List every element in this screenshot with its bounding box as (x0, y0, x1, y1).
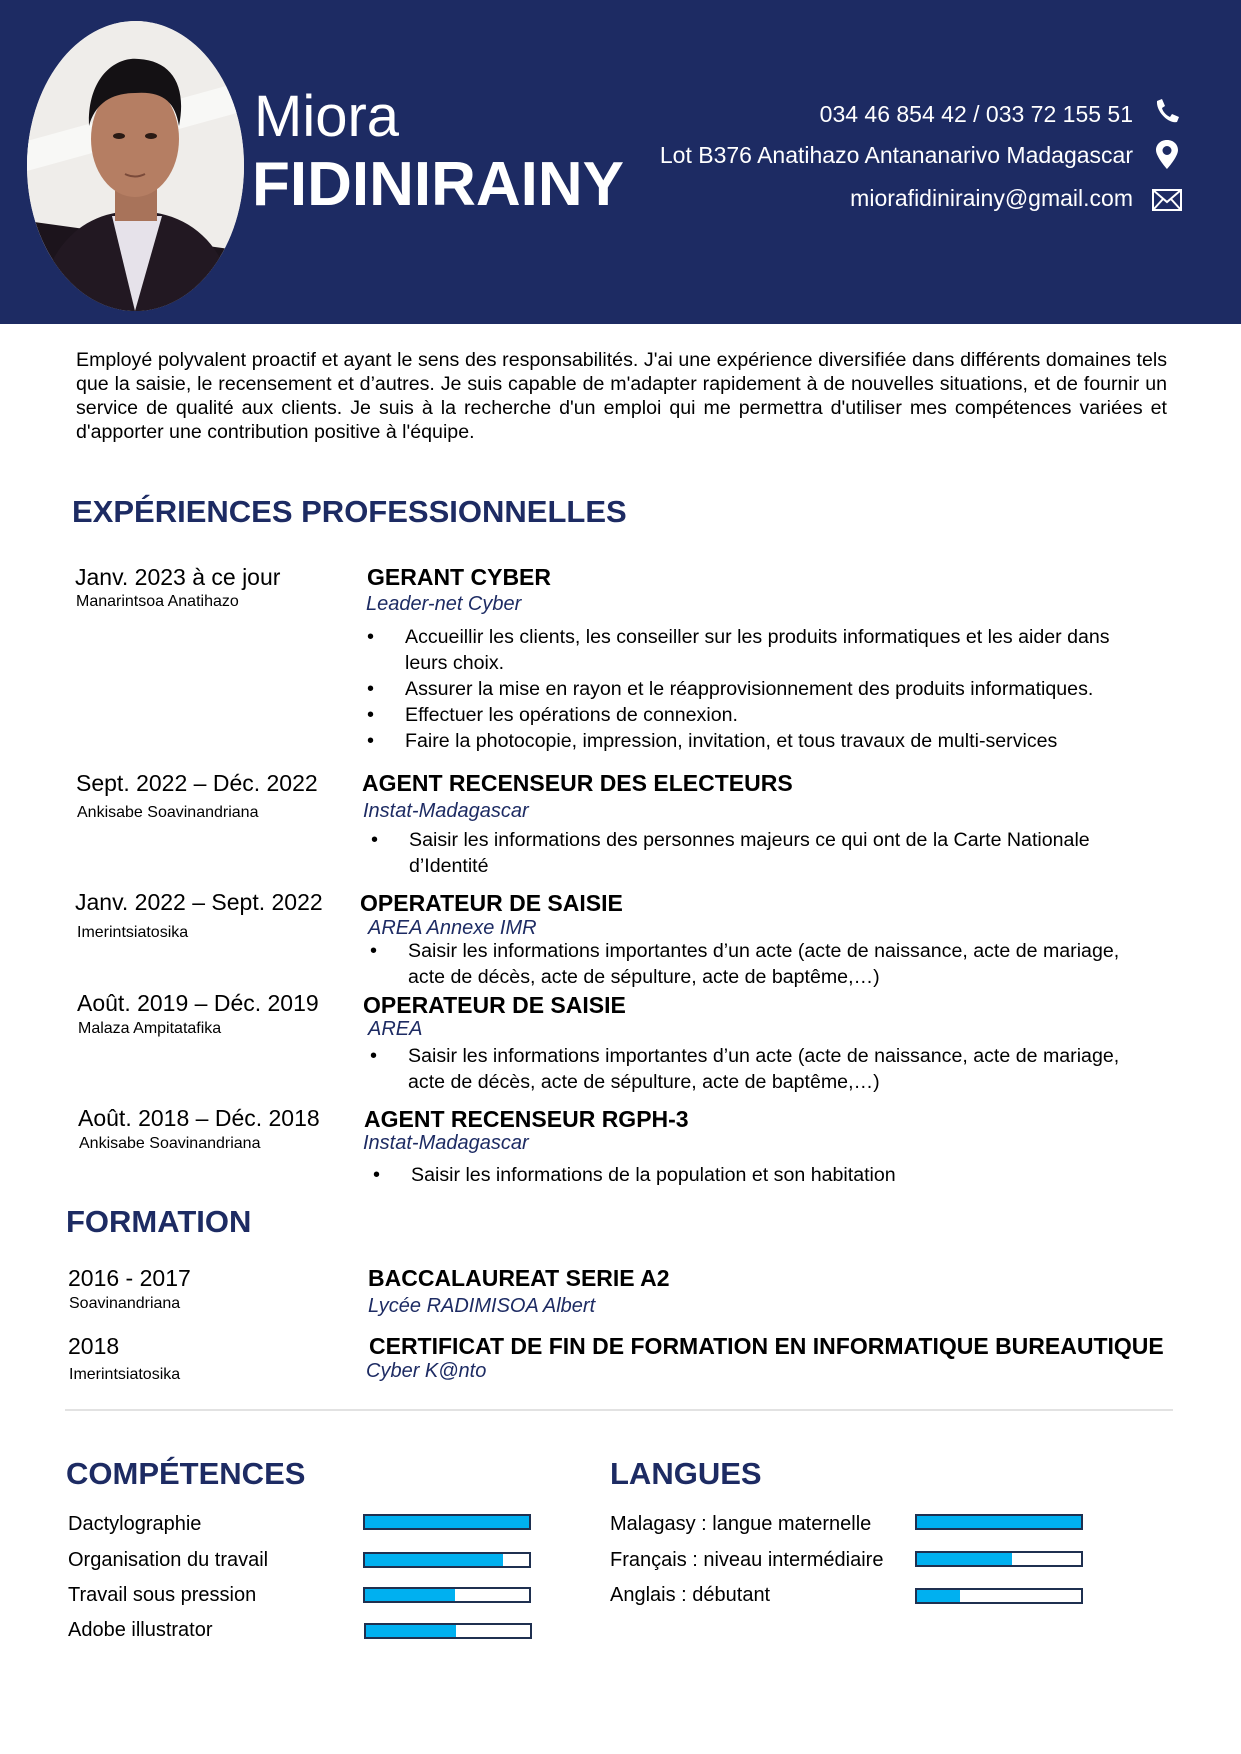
language-level-fill (917, 1516, 1081, 1528)
skill-label: Dactylographie (68, 1513, 202, 1535)
education-place: Soavinandriana (69, 1295, 181, 1312)
education-place: Imerintsiatosika (69, 1366, 181, 1383)
task-item: • Faire la photocopie, impression, invitation, et tous travaux de multi-services (367, 728, 1147, 754)
task-item: • Accueillir les clients, les conseiller sur les produits informatiques et les aider dans leurs choix. (367, 624, 1147, 676)
education-date: 2018 (68, 1333, 120, 1359)
phone-icon (1151, 96, 1183, 128)
task-item: • Saisir les informations importantes d’un acte (acte de naissance, acte de mariage, acte de décès, acte de sépulture, acte de baptême,…) (370, 938, 1130, 990)
envelope-icon (1151, 184, 1183, 216)
task-list (371, 827, 1151, 879)
company-name: Instat-Madagascar (363, 800, 529, 822)
task-list (367, 624, 1147, 754)
experience-place: Ankisabe Soavinandriana (79, 1135, 261, 1152)
skills-section-title: COMPÉTENCES (66, 1456, 306, 1491)
company-name: AREA (368, 1018, 423, 1040)
email-link[interactable]: miorafidinirainy@gmail.com (850, 185, 1133, 211)
language-label: Malagasy : langue maternelle (610, 1513, 872, 1535)
task-item: • Saisir les informations importantes d’un acte (acte de naissance, acte de mariage, acte de décès, acte de sépulture, acte de baptême,…) (370, 1043, 1130, 1095)
profile-summary: Employé polyvalent proactif et ayant le sens des responsabilités. J'ai une expérience diversifiée dans différents domaines tels que la saisie, le recensement et d’autres. Je suis capable de m'adapter rapidement à de nouvelles situations, et de fournir un service de qualité aux clients. Je suis à la recherche d'un emploi qui me permettra d'utiliser mes compétences variées et d'apporter une contribution positive à l'équipe. (76, 349, 1167, 443)
first-name: Miora (254, 84, 400, 149)
task-item: • Assurer la mise en rayon et le réapprovisionnement des produits informatiques. (367, 676, 1147, 702)
language-level-fill (917, 1553, 1012, 1565)
language-level-bar (915, 1514, 1083, 1530)
experience-date: Août. 2019 – Déc. 2019 (77, 990, 319, 1016)
location-pin-icon (1151, 138, 1183, 170)
experience-place: Ankisabe Soavinandriana (77, 804, 259, 821)
skill-level-bar (363, 1587, 531, 1603)
address: Lot B376 Anatihazo Antananarivo Madagascar (659, 142, 1133, 168)
skill-label: Adobe illustrator (68, 1619, 213, 1641)
experience-place: Manarintsoa Anatihazo (76, 593, 239, 610)
skill-level-fill (366, 1625, 456, 1637)
skill-level-bar (364, 1623, 532, 1639)
company-name: Leader-net Cyber (366, 593, 522, 615)
job-title: AGENT RECENSEUR RGPH-3 (364, 1106, 689, 1132)
degree-title: BACCALAUREAT SERIE A2 (368, 1265, 670, 1291)
skill-level-fill (365, 1516, 529, 1528)
skill-level-fill (365, 1589, 455, 1601)
task-list (370, 938, 1130, 990)
phone-number: 034 46 854 42 / 033 72 155 51 (819, 101, 1133, 127)
section-divider (65, 1409, 1173, 1411)
experience-section-title: EXPÉRIENCES PROFESSIONNELLES (72, 494, 627, 529)
degree-title: CERTIFICAT DE FIN DE FORMATION EN INFORMATIQUE BUREAUTIQUE (369, 1333, 1164, 1359)
experience-date: Janv. 2023 à ce jour (75, 564, 281, 590)
school-name: Cyber K@nto (366, 1360, 487, 1382)
task-item: • Effectuer les opérations de connexion. (367, 702, 1147, 728)
language-level-bar (915, 1551, 1083, 1567)
skill-level-bar (363, 1552, 531, 1568)
language-label: Français : niveau intermédiaire (610, 1549, 884, 1571)
job-title: OPERATEUR DE SAISIE (363, 992, 626, 1018)
experience-place: Malaza Ampitatafika (78, 1020, 222, 1037)
experience-place: Imerintsiatosika (77, 924, 189, 941)
language-level-bar (915, 1588, 1083, 1604)
education-section-title: FORMATION (66, 1204, 252, 1239)
task-item: • Saisir les informations des personnes majeurs ce qui ont de la Carte Nationale d’Identité (371, 827, 1151, 879)
last-name: FIDINIRAINY (252, 150, 624, 219)
job-title: GERANT CYBER (367, 564, 552, 590)
experience-date: Janv. 2022 – Sept. 2022 (75, 889, 323, 915)
task-item: • Saisir les informations de la population et son habitation (373, 1162, 1133, 1188)
experience-date: Sept. 2022 – Déc. 2022 (76, 770, 318, 796)
skill-label: Organisation du travail (68, 1549, 269, 1571)
job-title: AGENT RECENSEUR DES ELECTEURS (362, 770, 793, 796)
skill-label: Travail sous pression (68, 1584, 257, 1606)
task-list (373, 1162, 1133, 1188)
skill-level-bar (363, 1514, 531, 1530)
job-title: OPERATEUR DE SAISIE (360, 890, 623, 916)
language-level-fill (917, 1590, 960, 1602)
company-name: Instat-Madagascar (363, 1132, 529, 1154)
company-name: AREA Annexe IMR (368, 917, 537, 939)
skill-level-fill (365, 1554, 503, 1566)
school-name: Lycée RADIMISOA Albert (368, 1295, 596, 1317)
languages-section-title: LANGUES (610, 1456, 762, 1491)
task-list (370, 1043, 1130, 1095)
language-label: Anglais : débutant (610, 1584, 771, 1606)
education-date: 2016 - 2017 (68, 1265, 191, 1291)
profile-photo (27, 21, 244, 311)
experience-date: Août. 2018 – Déc. 2018 (78, 1105, 320, 1131)
